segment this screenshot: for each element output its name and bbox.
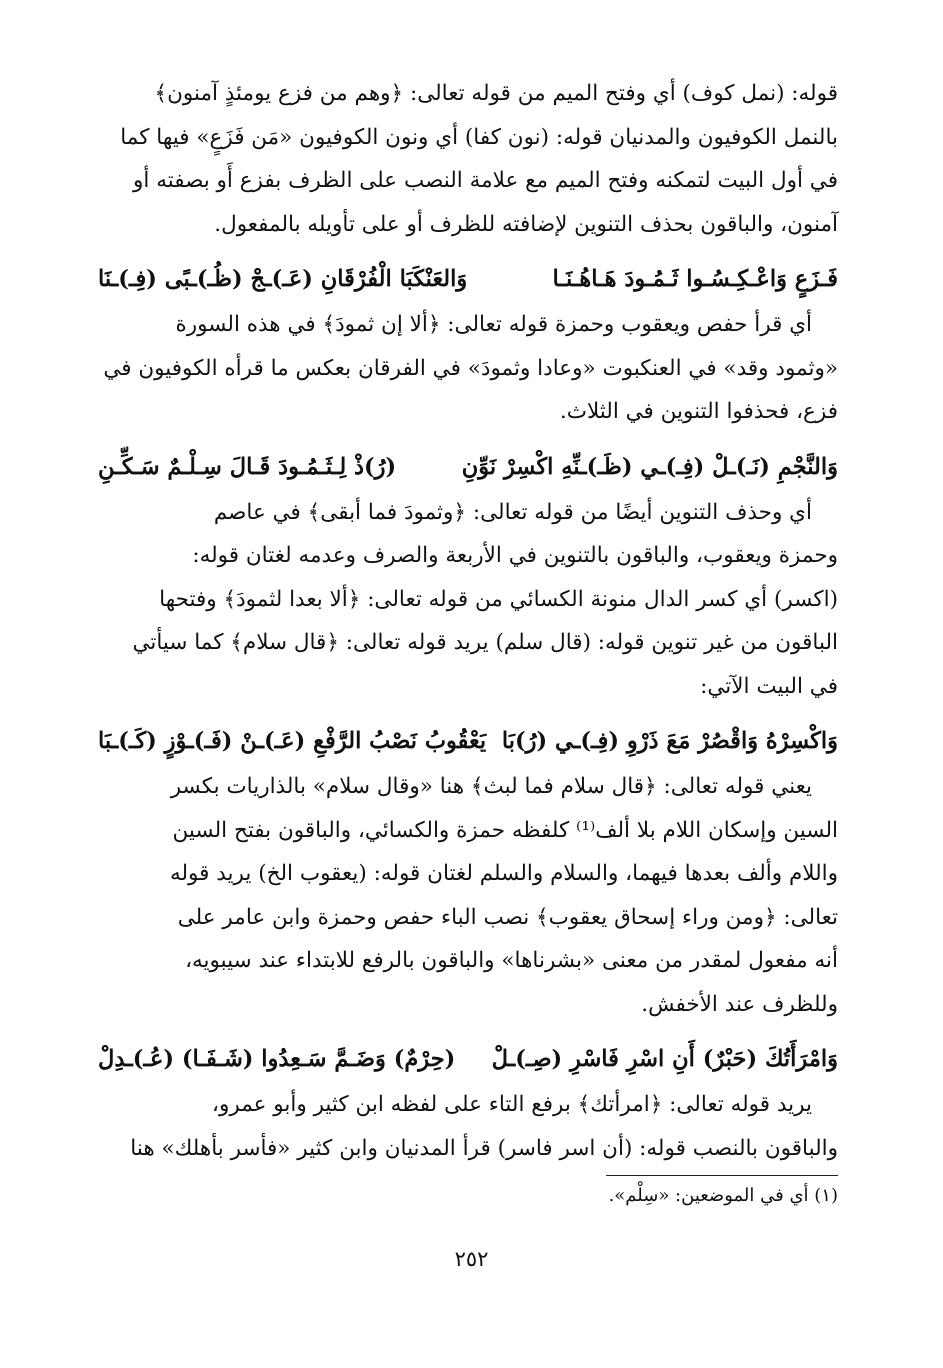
verse-right-hemistich: وَامْرَأَتُكَ (حَبْرٌ) أَنِ اسْرِ فَاسْرِ (صِـ)ـلْ bbox=[491, 1046, 838, 1072]
text-line: واللام وألف بعدها فيهما، والسلام والسلم لغتان قوله: (يعقوب الخ) يريد قوله bbox=[169, 861, 838, 886]
text-line: آمنون، والباقون بحذف التنوين لإضافته للظرف أو على تأويله بالمفعول. bbox=[214, 211, 838, 237]
text-line: تعالى: ﴿ومن وراء إسحاق يعقوب﴾ نصب الباء حفص وحمزة وابن عامر على bbox=[177, 904, 838, 930]
verse-right-hemistich: فَـزَعٍ وَاعْـكِـسُـوا ثَـمُـودَ هَـاهُـنَـا bbox=[552, 266, 838, 292]
page-number: ٢٥٢ bbox=[454, 1247, 489, 1271]
text-line: وحمزة ويعقوب، والباقون بالتنوين في الأربعة والصرف وعدمه لغتان قوله: bbox=[192, 543, 838, 568]
footnote-divider bbox=[606, 1175, 838, 1176]
text-line: الباقون من غير تنوين قوله: (قال سلم) يريد قوله تعالى: ﴿قال سلام﴾ كما سيأتي bbox=[132, 630, 838, 655]
text-line: السين وإسكان اللام بلا ألف⁽¹⁾ كلفظه حمزة والكسائي، والباقون بفتح السين bbox=[172, 817, 838, 843]
verse-3 bbox=[98, 719, 838, 763]
verse-left-hemistich: يَعْقُوبُ نَصْبُ الرَّفْعِ (عَـ)ـنْ (فَـ)ـوْزٍ (كَـ)ـبَا bbox=[98, 728, 487, 754]
text-line: قوله: (نمل كوف) أي وفتح الميم من قوله تعالى: ﴿وهم من فزع يومئذٍ آمنون﴾ bbox=[154, 81, 838, 106]
text-line: (اكسر) أي كسر الدال منونة الكسائي من قوله تعالى: ﴿ألا بعدا لثمودَ﴾ وفتحها bbox=[159, 586, 838, 612]
text-line: في أول البيت لتمكنه وفتح الميم مع علامة النصب على الظرف بفزع أَو بصفته أو bbox=[133, 168, 838, 193]
text-line: والباقون بالنصب قوله: (أن اسر فاسر) قرأ المدنيان وابن كثير «فأسر بأهلك» هنا bbox=[130, 1135, 838, 1161]
text-line: أي قرأ حفص ويعقوب وحمزة قوله تعالى: ﴿ألا إن ثمودَ﴾ في هذه السورة bbox=[175, 312, 812, 337]
verse-left-hemistich: وَالعَنْكَبَا الْفُرْقَانِ (عَـ)ـجْ (ظُـ)ـبًى (فِـ)ـنَا bbox=[98, 266, 468, 292]
text-line: أي وحذف التنوين أيضًا من قوله تعالى: ﴿وثمودَ فما أبقى﴾ في عاصم bbox=[213, 499, 812, 525]
verse-right-hemistich: وَاكْسِرْهُ وَاقْصُرْ مَعَ ذَرْوِ (فِـ)ـي (رُ)بَا bbox=[501, 728, 838, 754]
verse-left-hemistich: (حِرْمٌ) وَضَـمَّ سَـعِدُوا (شَـفَـا) (عُـ)ـدِلْ bbox=[98, 1046, 456, 1072]
page-body bbox=[98, 72, 838, 1170]
footnote: (١) أي في الموضعين: «سِلْم». bbox=[608, 1185, 838, 1206]
text-line: أنه مفعول لمقدر من معنى «بشرناها» والباقون بالرفع للابتداء عند سيبويه، bbox=[185, 948, 838, 973]
text-line: «وثمود وقد» في العنكبوت «وعادا وثمودَ» في الفرقان بعكس ما قرأه الكوفيون في bbox=[103, 355, 838, 381]
verse-4 bbox=[98, 1037, 838, 1081]
text-line: وللظرف عند الأخفش. bbox=[641, 991, 838, 1017]
paragraph-5 bbox=[98, 1083, 838, 1170]
verse-1 bbox=[98, 257, 838, 301]
paragraph-1 bbox=[98, 72, 838, 246]
text-line: فزع، فحذفوا التنوين في الثلاث. bbox=[559, 399, 838, 424]
paragraph-4 bbox=[98, 765, 838, 1026]
verse-left-hemistich: (رُ)ذْ لِـثَـمُـودَ قَـالَ سِـلْـمٌ سَـكِّـنِ bbox=[98, 453, 397, 480]
verse-2 bbox=[98, 445, 838, 489]
text-line: في البيت الآتي: bbox=[700, 673, 838, 699]
paragraph-3 bbox=[98, 491, 838, 709]
text-line: بالنمل الكوفيون والمدنيان قوله: (نون كفا) أي ونون الكوفيون «مَن فَزَعٍ» فيها كما bbox=[120, 124, 838, 150]
paragraph-2 bbox=[98, 303, 838, 434]
text-line: يعني قوله تعالى: ﴿قال سلام فما لبث﴾ هنا «وقال سلام» بالذاريات بكسر bbox=[170, 774, 812, 799]
verse-right-hemistich: وَالنَّجْمِ (نَـ)ـلْ (فِـ)ـي (ظَـ)ـنِّهِ اكْسِرْ نَوِّنِ bbox=[461, 453, 838, 480]
text-line: يريد قوله تعالى: ﴿امرأتك﴾ برفع التاء على لفظه ابن كثير وأبو عمرو، bbox=[212, 1092, 812, 1117]
